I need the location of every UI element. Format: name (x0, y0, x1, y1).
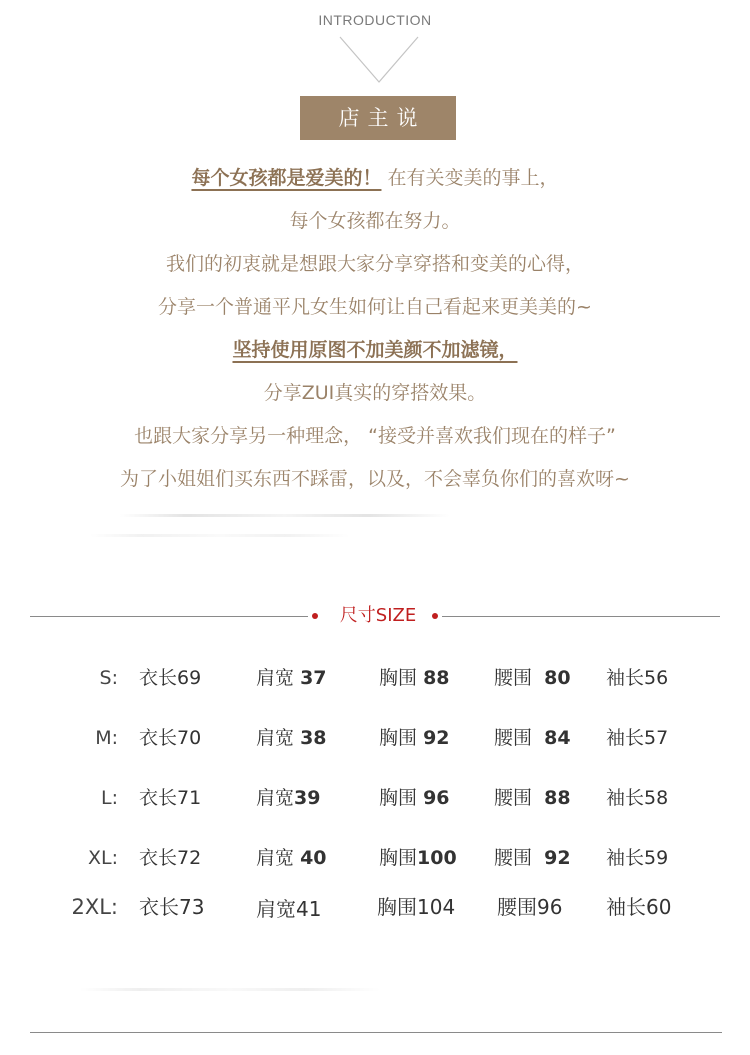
table-row (0, 658, 750, 698)
sleeve-value: 袖长59 (606, 847, 669, 869)
bust-label: 胸围 (379, 847, 418, 869)
intro-line-8: 为了小姐姐们买东西不踩雷，以及，不会辜负你们的喜欢呀~ (120, 468, 630, 490)
sleeve-value: 袖长60 (606, 895, 672, 919)
waist-label: 腰围 (494, 667, 533, 689)
chevron-down-icon (339, 36, 419, 86)
sleeve-value: 袖长57 (606, 727, 669, 749)
table-row (0, 887, 750, 927)
waist-number: 88 (544, 787, 571, 809)
size-label: M: (95, 727, 118, 749)
shoulder-label: 肩宽 (256, 667, 295, 689)
intro-line-6: 分享ZUI真实的穿搭效果。 (263, 382, 487, 404)
table-row (0, 778, 750, 818)
bust-value: 胸围104 (377, 895, 456, 919)
divider-line (442, 616, 720, 617)
intro-text: 在有关变美的事上， (387, 167, 559, 189)
waist-label: 腰围 (494, 727, 533, 749)
waist-value (494, 658, 571, 698)
waist-label: 腰围 (494, 847, 533, 869)
shoulder-number: 38 (300, 727, 327, 749)
bust-value (379, 718, 450, 758)
bust-number: 92 (423, 727, 450, 749)
length-value: 衣长71 (139, 787, 202, 809)
table-row (0, 718, 750, 758)
divider-dot (432, 613, 438, 619)
bust-label: 胸围 (379, 787, 418, 809)
length-value: 衣长70 (139, 727, 202, 749)
intro-paragraph (20, 158, 730, 502)
divider-line (30, 616, 308, 617)
waist-value: 腰围96 (497, 895, 563, 919)
waist-number: 84 (544, 727, 571, 749)
waist-value (494, 778, 571, 818)
waist-number: 80 (544, 667, 571, 689)
waist-label: 腰围 (494, 787, 533, 809)
bottom-divider-line (30, 1032, 722, 1033)
length-value: 衣长69 (139, 667, 202, 689)
sleeve-value: 袖长56 (606, 667, 669, 689)
size-label: L: (101, 787, 118, 809)
intro-line-7: 也跟大家分享另一种理念， “接受并喜欢我们现在的样子” (134, 425, 616, 447)
length-value: 衣长72 (139, 847, 202, 869)
bust-label: 胸围 (379, 727, 418, 749)
intro-line-5 (20, 330, 730, 373)
intro-line-3: 我们的初衷就是想跟大家分享穿搭和变美的心得， (165, 253, 584, 275)
shoulder-value (256, 838, 327, 878)
shoulder-label: 肩宽 (256, 727, 295, 749)
length-value: 衣长73 (139, 895, 205, 919)
size-title: 尺寸SIZE (339, 605, 417, 626)
faint-artifact (90, 534, 350, 537)
shoulder-value (256, 778, 320, 818)
intro-line-2: 每个女孩都在努力。 (289, 210, 461, 232)
intro-emphasis-text: 坚持使用原图不加美颜不加滤镜， (232, 339, 518, 361)
faint-artifact (80, 988, 380, 991)
shoulder-value (256, 658, 327, 698)
size-label: XL: (87, 847, 118, 869)
waist-number: 92 (544, 847, 571, 869)
intro-line-1 (20, 158, 730, 201)
sleeve-value: 袖长58 (606, 787, 669, 809)
intro-line-4: 分享一个普通平凡女生如何让自己看起来更美美的~ (158, 296, 592, 318)
faint-artifact (120, 514, 450, 517)
bust-number: 100 (417, 847, 457, 869)
shoulder-label: 肩宽 (256, 787, 295, 809)
bust-number: 88 (423, 667, 450, 689)
waist-value (494, 718, 571, 758)
size-label: 2XL: (71, 895, 118, 919)
waist-value (494, 838, 571, 878)
bust-value (379, 838, 457, 878)
bust-value (379, 658, 450, 698)
shoulder-value: 肩宽41 (256, 897, 322, 921)
bust-label: 胸围 (379, 667, 418, 689)
bust-value (379, 778, 450, 818)
shop-owner-badge: 店主说 (300, 96, 456, 140)
shoulder-number: 40 (300, 847, 327, 869)
table-row (0, 838, 750, 878)
introduction-label: INTRODUCTION (318, 12, 432, 28)
shoulder-number: 39 (294, 787, 321, 809)
bust-number: 96 (423, 787, 450, 809)
shoulder-value (256, 718, 327, 758)
size-label: S: (99, 667, 118, 689)
shoulder-number: 37 (300, 667, 327, 689)
shoulder-label: 肩宽 (256, 847, 295, 869)
intro-emphasis-text: 每个女孩都是爱美的！ (191, 167, 382, 189)
